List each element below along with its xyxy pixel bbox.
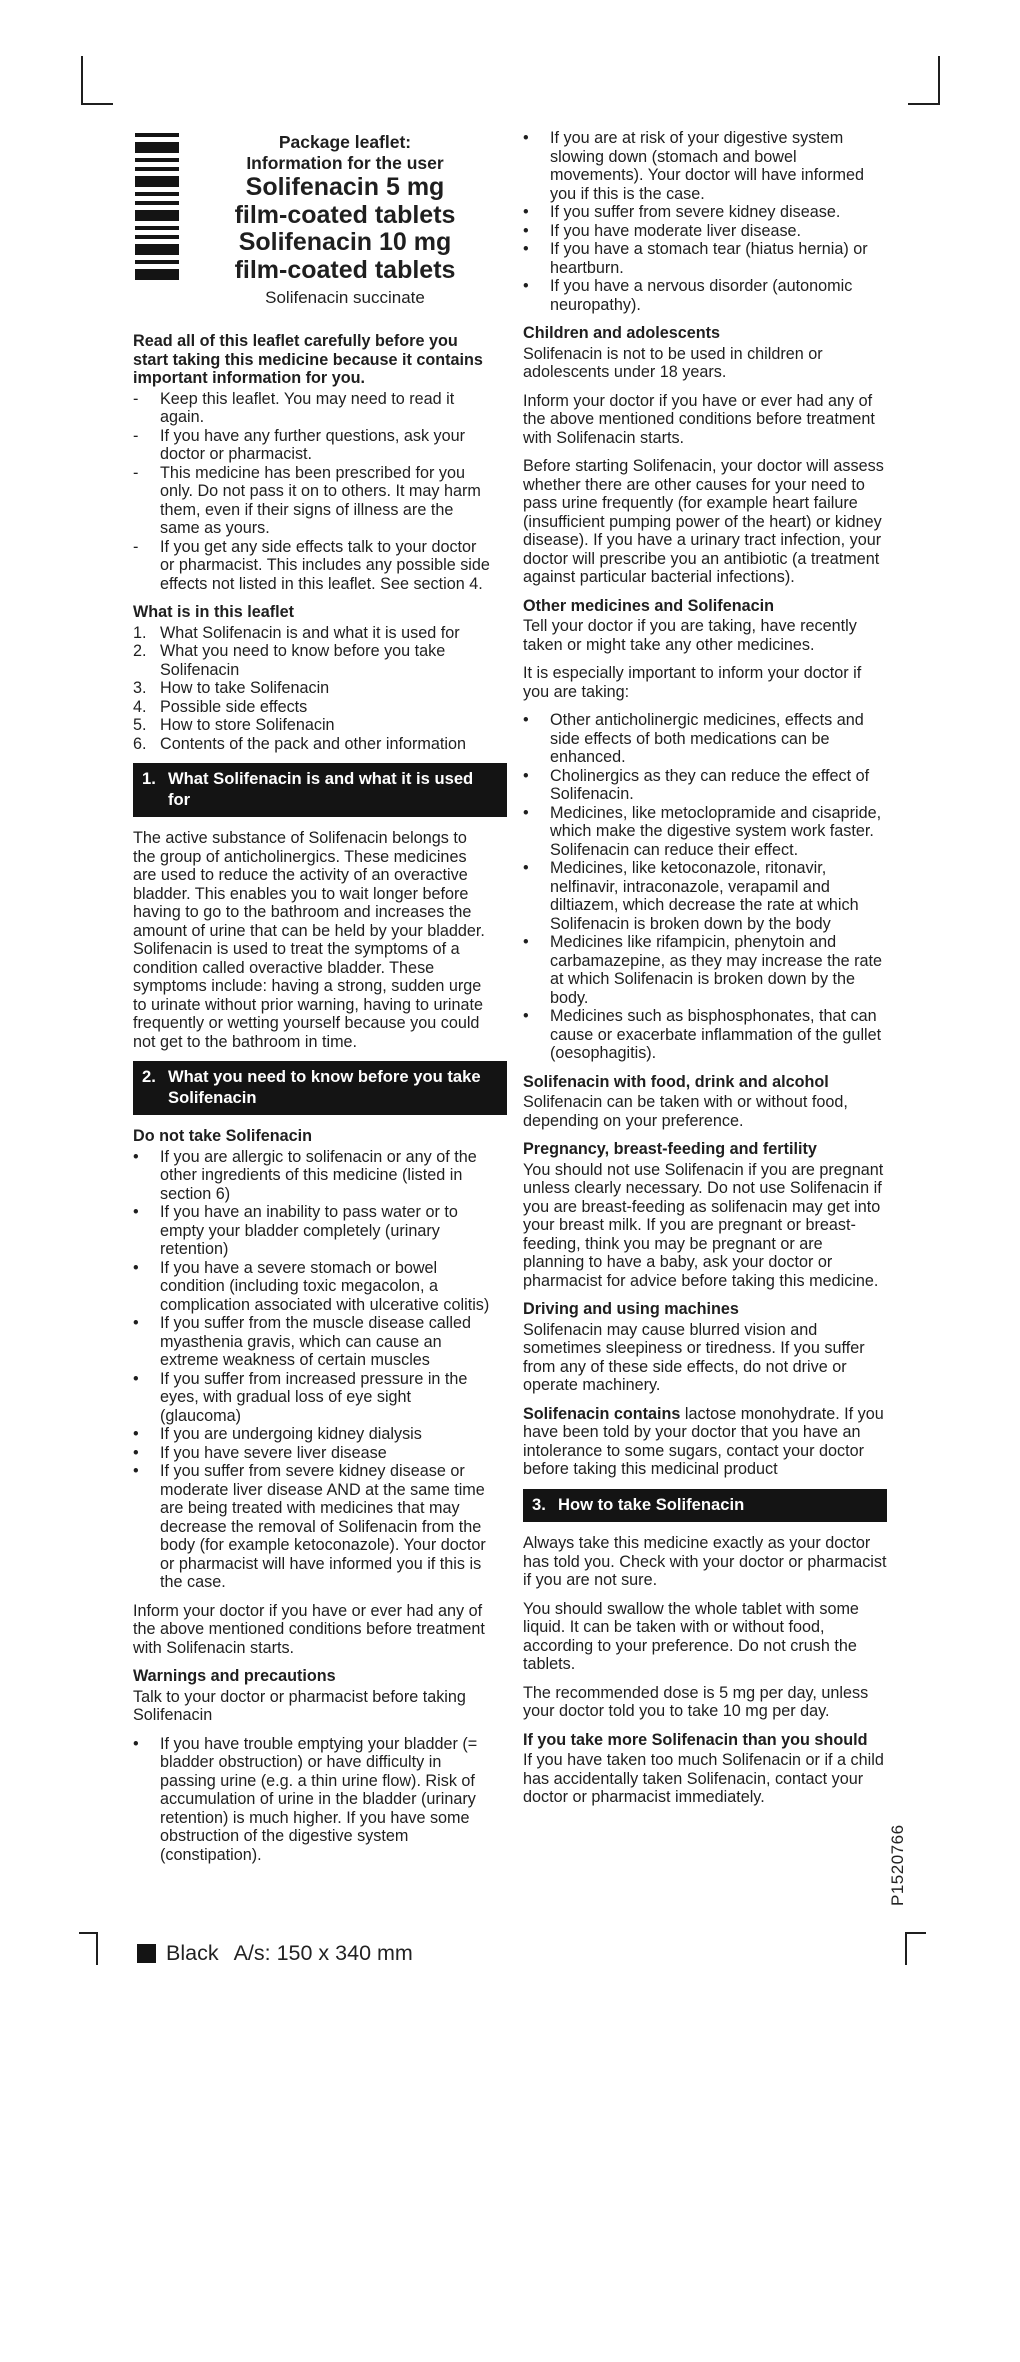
barcode-bar <box>135 167 179 171</box>
list-item-text: If you have any further questions, ask your doctor or pharmacist. <box>160 426 466 463</box>
list-item <box>133 1203 490 1259</box>
section-number: 2. <box>142 1067 156 1086</box>
barcode-bar <box>135 192 179 196</box>
list-item-text: Contents of the pack and other information <box>160 734 466 753</box>
list-item <box>133 1259 490 1315</box>
product-name-line-2: film-coated tablets <box>234 200 456 229</box>
section-heading: Children and adolescents <box>523 324 720 342</box>
section-heading: Do not take Solifenacin <box>133 1127 312 1145</box>
paragraph: You should not use Solifenacin if you are pregnant unless clearly necessary. Do not use Solifenacin if you are breast-feeding as solifenacin may get into your breast milk. If you are pregnant or breast-feeding, think you may be pregnant or are planning to have a baby, ask your doctor or pharmacist for advice before taking this medicine. <box>523 1160 884 1290</box>
list-item-text: If you suffer from severe kidney disease or moderate liver disease AND at the same time are being treated with medicines that may decrease the removal of Solifenacin from the body (for example ketoconazole). Your doctor or pharmacist will have informed you if this is the case. <box>160 1462 486 1591</box>
list-item-text: How to store Solifenacin <box>160 716 335 734</box>
section-heading: Other medicines and Solifenacin <box>523 596 774 615</box>
barcode-bar <box>135 269 179 280</box>
section-heading: If you take more Solifenacin than you should <box>523 1730 868 1749</box>
section-heading: Solifenacin with food, drink and alcohol <box>523 1072 829 1091</box>
bullet-list <box>133 390 507 594</box>
bold-lead: Solifenacin contains <box>523 1404 681 1423</box>
list-marker: • <box>523 711 529 729</box>
list-item <box>133 1462 490 1592</box>
list-item <box>133 390 490 427</box>
bullet-list <box>523 129 887 314</box>
list-item <box>523 222 887 241</box>
list-item-text: If you have a stomach tear (hiatus hernia) or heartburn. <box>550 240 868 277</box>
list-marker: • <box>133 1462 139 1480</box>
section-header-bar <box>523 1489 887 1523</box>
paragraph: Solifenacin is not to be used in children or adolescents under 18 years. <box>523 344 823 381</box>
list-marker: 1. <box>133 623 147 642</box>
section-heading: Read all of this leaflet carefully before you start taking this medicine because it contains important information for you. <box>133 332 483 387</box>
list-item-text: If you suffer from the muscle disease called myasthenia gravis, which can cause an extreme weakness of certain muscles <box>160 1314 472 1369</box>
list-item-text: This medicine has been prescribed for you only. Do not pass it on to others. It may harm them, even if their signs of illness are the same as yours. <box>160 463 481 537</box>
crop-mark-bottom-right <box>905 1932 926 1965</box>
list-marker: • <box>133 1203 139 1221</box>
list-item <box>133 1314 490 1370</box>
list-item-text: If you have trouble emptying your bladder (= bladder obstruction) or have difficulty in passing urine (e.g. a thin urine flow). Risk of accumulation of urine in the bladder (urinary retention) is much higher. If you have some obstruction of the digestive system (constipation). <box>160 1734 478 1864</box>
list-item <box>133 1425 490 1444</box>
list-item-text: If you are allergic to solifenacin or any of the other ingredients of this medicine (listed in section 6) <box>160 1147 477 1203</box>
barcode-bar <box>135 260 179 264</box>
list-marker: • <box>133 1443 139 1462</box>
list-item <box>523 240 887 277</box>
paragraph: Talk to your doctor or pharmacist before taking Solifenacin <box>133 1687 466 1724</box>
size-label: A/s: 150 x 340 mm <box>233 1941 413 1965</box>
list-item-text: If you have a severe stomach or bowel condition (including toxic megacolon, a complication associated with ulcerative colitis) <box>160 1258 490 1314</box>
list-item-text: If you get any side effects talk to your doctor or pharmacist. This includes any possible side effects not listed in this leaflet. See section 4. <box>160 537 490 593</box>
section-number: 3. <box>532 1494 546 1514</box>
paragraph: Solifenacin contains lactose monohydrate. If you have been told by your doctor that you have an intolerance to some sugars, contact your doctor before taking this medicinal product <box>523 1404 884 1478</box>
list-marker: • <box>133 1314 139 1332</box>
list-marker: • <box>523 1007 529 1025</box>
paragraph: Solifenacin may cause blurred vision and sometimes sleepiness or tiredness. If you suffer from any of these side effects, do not drive or operate machinery. <box>523 1320 865 1394</box>
list-item <box>523 711 887 767</box>
right-column <box>523 129 887 1817</box>
list-item-text: How to take Solifenacin <box>160 679 330 697</box>
list-marker: - <box>133 389 139 408</box>
section-heading: What is in this leaflet <box>133 603 294 621</box>
active-substance-subtitle: Solifenacin succinate <box>265 288 425 307</box>
ink-label: Black <box>166 1941 219 1965</box>
pharmacode-barcode-icon <box>135 133 179 280</box>
list-item <box>133 1370 490 1426</box>
list-item-text: Possible side effects <box>160 697 308 716</box>
list-marker: • <box>523 859 529 877</box>
title-block <box>183 132 507 308</box>
paragraph: Tell your doctor if you are taking, have recently taken or might take any other medicines. <box>523 617 857 654</box>
section-heading: Warnings and precautions <box>133 1667 336 1685</box>
list-item <box>133 1444 490 1463</box>
list-item <box>523 129 887 203</box>
paragraph: Always take this medicine exactly as your doctor has told you. Check with your doctor or pharmacist if you are not sure. <box>523 1534 887 1589</box>
list-item-text: If you suffer from increased pressure in the eyes, with gradual loss of eye sight (glaucoma) <box>160 1369 468 1425</box>
list-item-text: If you have an inability to pass water or to empty your bladder completely (urinary retention) <box>160 1203 458 1258</box>
list-item <box>133 464 490 538</box>
bullet-list <box>133 1735 507 1865</box>
list-item <box>133 735 490 754</box>
list-item <box>133 538 490 594</box>
crop-mark-top-right <box>908 56 940 105</box>
paragraph: It is especially important to inform your doctor if you are taking: <box>523 664 862 701</box>
barcode-bar <box>135 201 179 205</box>
bullet-list <box>133 1148 507 1592</box>
section-header-bar <box>133 1061 507 1115</box>
list-item-text: Medicines, like metoclopramide and cisapride, which make the digestive system work faster. Solifenacin can reduce their effect. <box>550 803 882 859</box>
list-item-text: What Solifenacin is and what it is used for <box>160 623 460 642</box>
list-marker: • <box>523 766 529 785</box>
list-item <box>133 624 490 643</box>
paragraph: Solifenacin can be taken with or without food, depending on your preference. <box>523 1093 848 1130</box>
list-marker: • <box>133 1425 139 1443</box>
product-name-line-4: film-coated tablets <box>234 255 456 284</box>
list-marker: • <box>523 933 529 951</box>
paragraph: If you have taken too much Solifenacin or if a child has accidentally taken Solifenacin, contact your doctor or pharmacist immediately. <box>523 1751 884 1806</box>
list-item <box>133 642 490 679</box>
list-item <box>133 679 490 698</box>
list-marker: • <box>133 1258 139 1277</box>
print-code-vertical: P1520766 <box>888 1824 907 1906</box>
left-column <box>133 332 507 1874</box>
section-title: How to take Solifenacin <box>558 1494 745 1514</box>
section-heading: Driving and using machines <box>523 1300 739 1318</box>
barcode-bar <box>135 226 179 230</box>
list-item-text: Other anticholinergic medicines, effects and side effects of both medications can be enhanced. <box>550 711 864 766</box>
list-item <box>133 716 490 735</box>
list-item <box>133 427 490 464</box>
list-marker: • <box>523 221 529 240</box>
list-marker: • <box>133 1734 139 1753</box>
crop-mark-bottom-left <box>79 1932 98 1965</box>
list-marker: 3. <box>133 679 147 697</box>
list-marker: 4. <box>133 697 147 716</box>
section-title: What Solifenacin is and what it is used for <box>168 769 474 809</box>
kicker-line-2: Information for the user <box>246 153 444 173</box>
list-item-text: If you are undergoing kidney dialysis <box>160 1425 422 1443</box>
list-marker: • <box>523 203 529 221</box>
barcode-bar <box>135 158 179 162</box>
kicker-line-1: Package leaflet: <box>278 132 412 152</box>
barcode-bar <box>135 244 179 255</box>
list-item-text: What you need to know before you take Solifenacin <box>160 642 446 679</box>
barcode-bar <box>135 210 179 221</box>
section-title: What you need to know before you take Solifenacin <box>168 1067 481 1107</box>
paragraph: Inform your doctor if you have or ever had any of the above mentioned conditions before treatment with Solifenacin starts. <box>523 391 875 447</box>
barcode-bar <box>135 133 179 137</box>
list-item <box>523 933 887 1007</box>
list-item-text: If you suffer from severe kidney disease. <box>550 203 841 221</box>
black-ink-swatch-icon <box>137 1944 156 1963</box>
bullet-list <box>523 711 887 1063</box>
list-item <box>133 698 490 717</box>
list-item <box>523 804 887 860</box>
list-marker: • <box>133 1369 139 1388</box>
list-marker: • <box>523 803 529 822</box>
list-item-text: Medicines such as bisphosphonates, that can cause or exacerbate inflammation of the gullet (oesophagitis). <box>550 1007 882 1062</box>
product-name-line-1: Solifenacin 5 mg <box>245 173 445 201</box>
list-marker: • <box>523 240 529 258</box>
section-number: 1. <box>142 769 156 788</box>
paragraph: You should swallow the whole tablet with some liquid. It can be taken with or without food, according to your preference. Do not crush the tablets. <box>523 1599 859 1673</box>
list-item <box>523 277 887 314</box>
list-marker: • <box>133 1147 139 1166</box>
list-marker: 6. <box>133 734 147 753</box>
list-item-text: Medicines, like ketoconazole, ritonavir, nelfinavir, intraconazole, verapamil and diltiazem, which decrease the rate at which Solifenacin is broken down by the body <box>550 859 859 933</box>
list-item <box>523 767 887 804</box>
paragraph: Inform your doctor if you have or ever had any of the above mentioned conditions before treatment with Solifenacin starts. <box>133 1601 485 1657</box>
list-item-text: If you are at risk of your digestive system slowing down (stomach and bowel movements). Your doctor will have informed you if this is the case. <box>550 129 865 203</box>
list-marker: 5. <box>133 716 147 734</box>
list-item-text: Medicines like rifampicin, phenytoin and carbamazepine, as they may increase the rate at which Solifenacin is broken down by the body. <box>550 933 883 1007</box>
list-item <box>523 859 887 933</box>
list-item <box>133 1735 490 1865</box>
list-item-text: Cholinergics as they can reduce the effect of Solifenacin. <box>550 766 870 803</box>
list-marker: - <box>133 426 139 445</box>
paragraph: The recommended dose is 5 mg per day, unless your doctor told you to take 10 mg per day. <box>523 1683 869 1720</box>
crop-mark-top-left <box>81 56 113 105</box>
list-item <box>523 1007 887 1063</box>
list-item <box>133 1148 490 1204</box>
list-marker: - <box>133 537 139 556</box>
list-marker: - <box>133 463 139 482</box>
section-heading: Pregnancy, breast-feeding and fertility <box>523 1140 817 1158</box>
list-marker: • <box>523 277 529 295</box>
paragraph: Before starting Solifenacin, your doctor will assess whether there are other causes for your need to pass urine frequently (for example heart failure (insufficient pumping power of the heart) or kidney disease). If you have a urinary tract infection, your doctor will prescribe you an antibiotic (a treatment against particular bacterial infections). <box>523 457 884 586</box>
list-marker: • <box>523 129 529 147</box>
list-item-text: Keep this leaflet. You may need to read it again. <box>160 389 455 426</box>
section-header-bar <box>133 763 507 817</box>
list-item <box>523 203 887 222</box>
list-item-text: If you have a nervous disorder (autonomic neuropathy). <box>550 277 853 314</box>
list-item-text: If you have severe liver disease <box>160 1443 387 1462</box>
paragraph: The active substance of Solifenacin belongs to the group of anticholinergics. These medicines are used to reduce the activity of an overactive bladder. This enables you to wait longer before having to go to the bathroom and increases the amount of urine that can be held by your bladder. Solifenacin is used to treat the symptoms of a condition called overactive bladder. These symptoms include: having a strong, sudden urge to urinate without prior warning, having to urinate frequently or wetting yourself because you could not get to the bathroom in time. <box>133 829 485 1051</box>
list-item-text: If you have moderate liver disease. <box>550 221 802 240</box>
barcode-bar <box>135 235 179 239</box>
barcode-bar <box>135 176 179 187</box>
product-name-line-3: Solifenacin 10 mg <box>238 228 452 256</box>
barcode-bar <box>135 142 179 153</box>
bullet-list <box>133 624 507 754</box>
list-marker: 2. <box>133 642 147 660</box>
print-info-line <box>137 1941 413 1966</box>
